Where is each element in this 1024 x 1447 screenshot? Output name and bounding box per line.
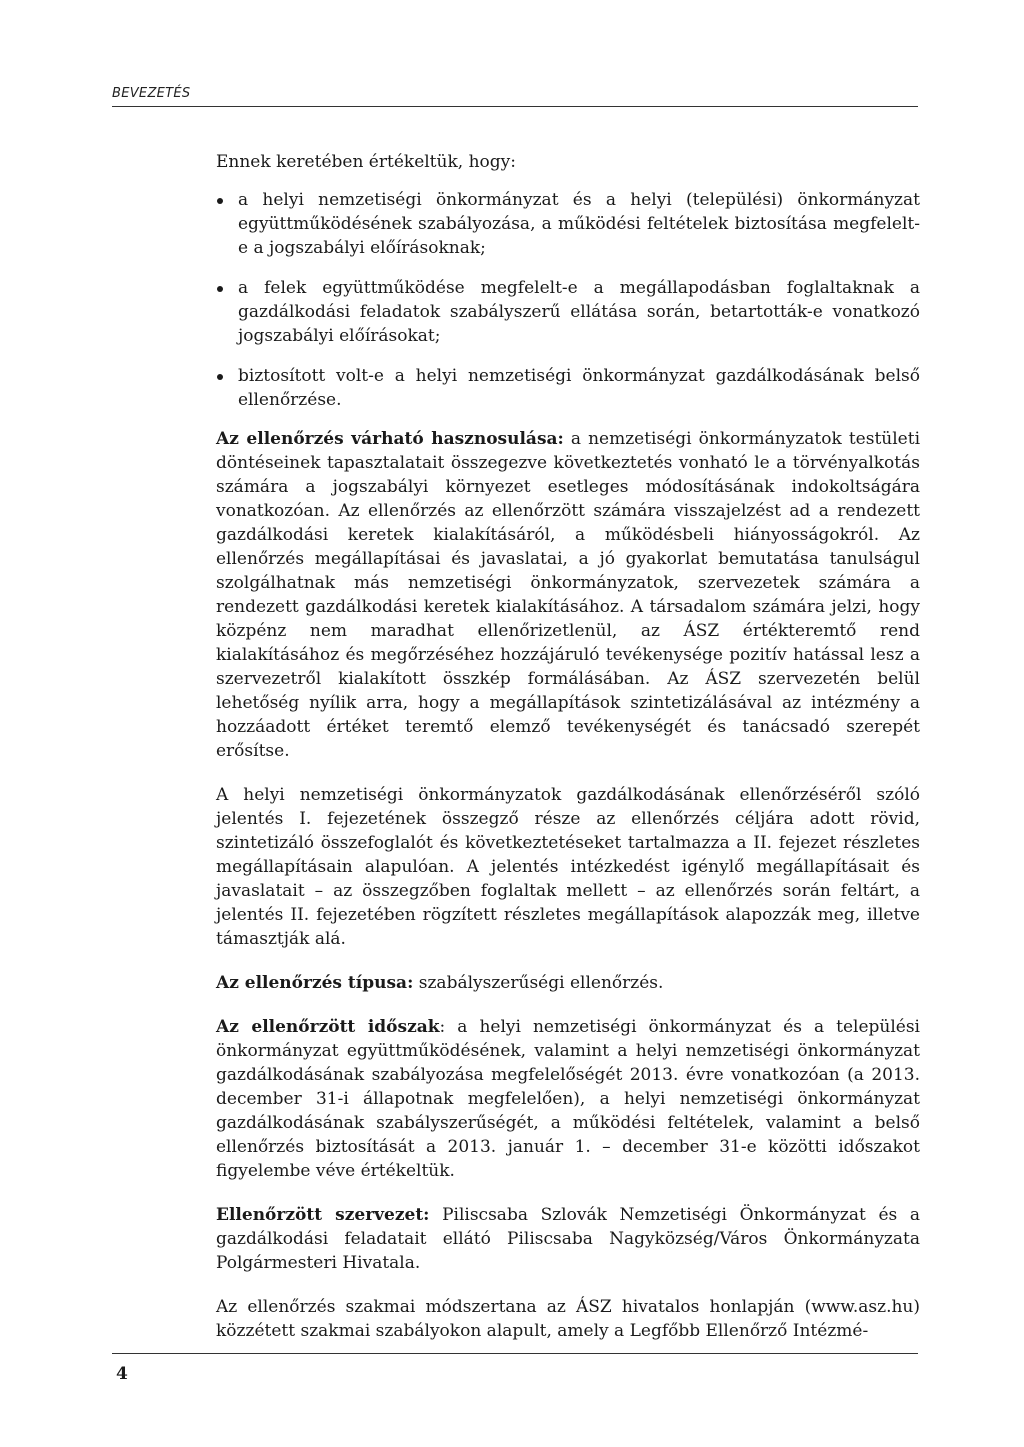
paragraph-audit-period — [216, 1015, 920, 1183]
running-header: BEVEZETÉS — [112, 86, 191, 101]
paragraph-expected-benefit — [216, 427, 920, 763]
paragraph-text: szabályszerűségi ellenőrzés. — [413, 973, 664, 993]
intro-text: Ennek keretében értékeltük, hogy: — [216, 152, 516, 172]
paragraph-report-structure — [216, 783, 920, 951]
footer-divider — [112, 1353, 918, 1354]
paragraph-text: : a helyi nemzetiségi önkormányzat és a települési önkormányzat együttműködésének, valamint a helyi nemzetiségi önkormányzat gazdálkodásának szabályozása megfelelőségét 2013. évre vonatkozóan (a 2013. december 31-i állapotnak megfelelően), a helyi nemzetiségi önkormányzat gazdálkodásának szabályszerűségét, a működési feltételek, valamint a belső ellenőrzés biztosítását a 2013. január 1. – december 31-e közötti időszakot figyelembe véve értékeltük. — [216, 1017, 920, 1181]
header-divider — [112, 106, 918, 107]
list-item: a felek együttműködése megfelelt-e a megállapodásban foglaltaknak a gazdálkodási feladatok szabályszerű ellátása során, betartották-e vonatkozó jogszabályi előírásokat; — [216, 276, 920, 348]
page-number: 4 — [116, 1364, 128, 1384]
page-body — [216, 150, 920, 1343]
paragraph-lead: Az ellenőrzés típusa: — [216, 973, 414, 993]
paragraph-lead: Az ellenőrzés várható hasznosulása: — [216, 429, 564, 449]
paragraph-methodology — [216, 1295, 920, 1343]
paragraph-text: Az ellenőrzés szakmai módszertana az ÁSZ hivatalos honlapján (www.asz.hu) közzétett szakmai szabályokon alapult, amely a Legfőbb Ellenőrző Intézmé- — [216, 1297, 920, 1341]
paragraph-audit-type — [216, 971, 920, 995]
list-item: a helyi nemzetiségi önkormányzat és a helyi (települési) önkormányzat együttműködésének szabályozása, a működési feltételek biztosítása megfelelt-e a jogszabályi előírásoknak; — [216, 188, 920, 260]
evaluation-criteria-list — [216, 188, 920, 412]
paragraph-lead: Ellenőrzött szervezet: — [216, 1205, 430, 1225]
paragraph-text: a nemzetiségi önkormányzatok testületi döntéseinek tapasztalatait összegezve következtetés vonható le a törvényalkotás számára a jogszabályi környezet esetleges módosításának indokoltságára vonatkozóan. Az ellenőrzés az ellenőrzött számára visszajelzést ad a rendezett gazdálkodási keretek kialakításáról, a működésbeli hiányosságokról. Az ellenőrzés megállapításai és javaslatai, a jó gyakorlat bemutatása tanulságul szolgálhatnak más nemzetiségi önkormányzatok, szervezetek számára a rendezett gazdálkodási keretek kialakításához. A társadalom számára jelzi, hogy közpénz nem maradhat ellenőrizetlenül, az ÁSZ értékteremtő rend kialakításához és megőrzéséhez hozzájáruló tevékenysége pozitív hatással lesz a szervezetről kialakított összkép formálásában. Az ÁSZ szervezetén belül lehetőség nyílik arra, hogy a megállapítások szintetizálásával az intézmény a hozzáadott értéket teremtő elemző tevékenységét és tanácsadó szerepét erősítse. — [216, 429, 921, 761]
paragraph-text: Piliscsaba Szlovák Nemzetiségi Önkormányzat és a gazdálkodási feladatait ellátó Piliscsaba Nagyközség/Város Önkormányzata Polgármesteri Hivatala. — [216, 1205, 920, 1273]
list-item: biztosított volt-e a helyi nemzetiségi önkormányzat gazdálkodásának belső ellenőrzése. — [216, 364, 920, 412]
paragraph-text: A helyi nemzetiségi önkormányzatok gazdálkodásának ellenőrzéséről szóló jelentés I. fejezetének összegző része az ellenőrzés céljára adott rövid, szintetizáló összefoglalót és következtetéseket tartalmazza a II. fejezet részletes megállapításain alapulóan. A jelentés intézkedést igénylő megállapításait és javaslatait – az összegzőben foglaltak mellett – az ellenőrzés során feltárt, a jelentés II. fejezetében rögzített részletes megállapítások alapozzák meg, illetve támasztják alá. — [216, 785, 920, 949]
paragraph-audited-organization — [216, 1203, 920, 1275]
paragraph-lead: Az ellenőrzött időszak — [216, 1017, 440, 1037]
